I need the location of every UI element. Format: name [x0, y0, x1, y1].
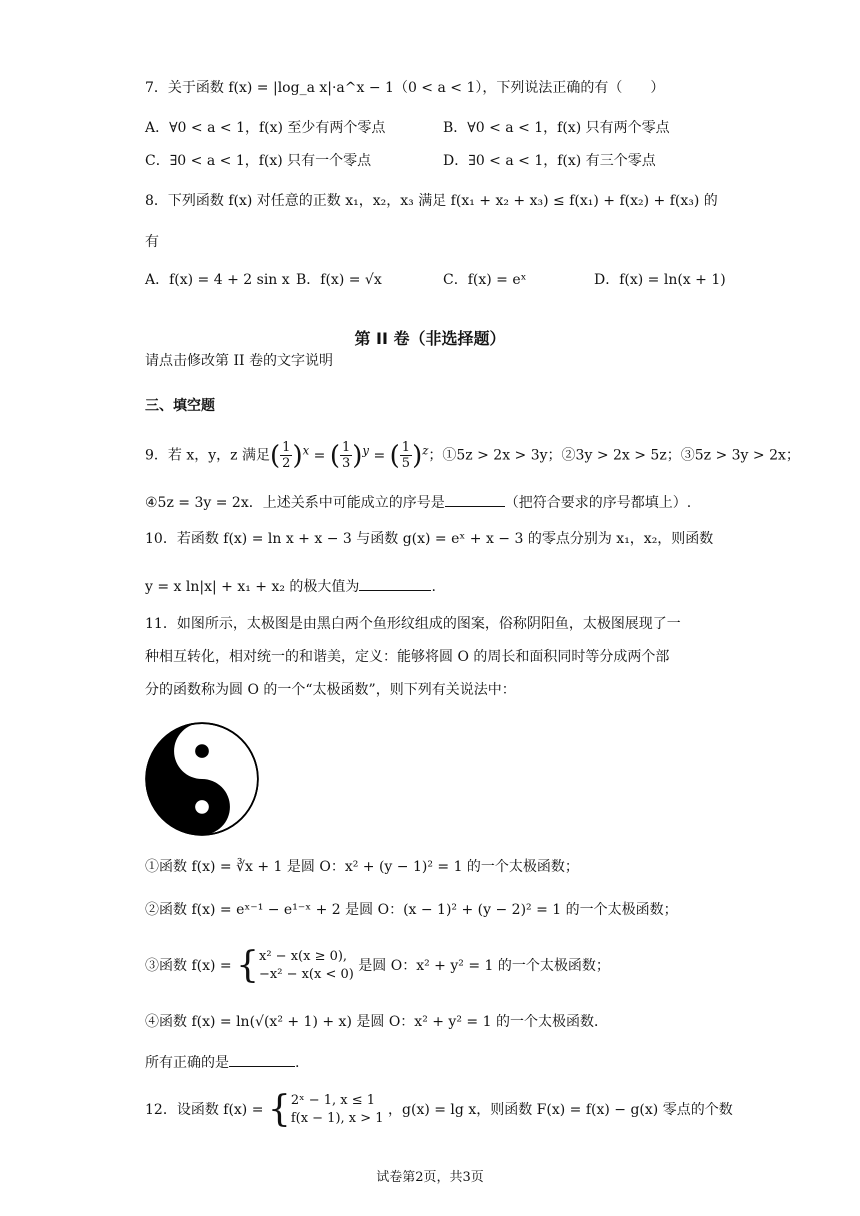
q10-line1: 10．若函数 f(x) = ln x + x − 3 与函数 g(x) = eˣ + x − 3 的零点分别为 x₁，x₂，则函数	[145, 531, 714, 547]
q11-line3: 分的函数称为圆 O 的一个“太极函数”，则下列有关说法中：	[145, 682, 516, 698]
q7-option-b: B．∀0 < a < 1，f(x) 只有两个零点	[443, 120, 670, 136]
q9-line1: 9．若 x，y，z 满足( $\frac{1}{2}$ )$^x$ = ( $\frac{1}{3}$ )$^y$ = ( $\frac{1}{5}$ )$^z$；①5z > 2x > 3y；②3y > 2x > 5z；③5z > 3y > 2x；	[145, 440, 800, 472]
q11-conclusion: 所有正确的是 .	[145, 1052, 299, 1073]
q7-option-c: C．∃0 < a < 1，f(x) 只有一个零点	[145, 153, 372, 169]
q9-line2: ④5z = 3y = 2x．上述关系中可能成立的序号是 （把符合要求的序号都填上）.	[145, 492, 691, 513]
q8-option-b: B．f(x) = √x	[296, 272, 382, 288]
q8-option-d: D．f(x) = ln(x + 1)	[594, 272, 726, 288]
page-footer: 试卷第2页，共3页	[376, 1170, 484, 1185]
q11-statement-3: ③函数 f(x) = { x² − x(x ≥ 0), −x² − x(x < 0) 是圆 O：x² + y² = 1 的一个太极函数；	[145, 945, 610, 986]
q7-stem: 7．关于函数 f(x) = |log_a x|·a^x − 1（0 < a < 1），下列说法正确的有（ ）	[145, 80, 665, 96]
q11-statement-4: ④函数 f(x) = ln(√(x² + 1) + x) 是圆 O：x² + y² = 1 的一个太极函数．	[145, 1014, 608, 1030]
part-heading: 三、填空题	[145, 398, 215, 414]
q8-option-a: A．f(x) = 4 + 2 sin x	[145, 272, 290, 288]
q11-line1: 11．如图所示，太极图是由黑白两个鱼形纹组成的图案，俗称阴阳鱼，太极图展现了一	[145, 616, 681, 632]
q11-line2: 种相互转化，相对统一的和谐美，定义：能够将圆 O 的周长和面积同时等分成两个部	[145, 649, 670, 665]
q9-equation: ( $\frac{1}{2}$ )$^x$ = ( $\frac{1}{3}$ )$^y$ = ( $\frac{1}{5}$ )$^z$	[270, 440, 429, 472]
q8-stem: 8．下列函数 f(x) 对任意的正数 x₁，x₂，x₃ 满足 f(x₁ + x₂ + x₃) ≤ f(x₁) + f(x₂) + f(x₃) 的	[145, 193, 718, 209]
section-subtitle: 请点击修改第 II 卷的文字说明	[145, 353, 333, 369]
q8-option-c: C．f(x) = eˣ	[443, 272, 527, 288]
q11-statement-2: ②函数 f(x) = eˣ⁻¹ − e¹⁻ˣ + 2 是圆 O：(x − 1)² + (y − 2)² = 1 的一个太极函数；	[145, 902, 678, 918]
q12-stem: 12．设函数 f(x) = { 2ˣ − 1, x ≤ 1 f(x − 1), x > 1 ，g(x) = lg x，则函数 F(x) = f(x) − g(x) 零点的个数	[145, 1089, 733, 1130]
q11-answer-blank[interactable]	[229, 1052, 295, 1067]
q10-answer-blank[interactable]	[359, 576, 431, 591]
q10-line2: y = x ln|x| + x₁ + x₂ 的极大值为 .	[145, 576, 436, 597]
q8-stem-cont: 有	[145, 234, 159, 250]
q7-option-a: A．∀0 < a < 1，f(x) 至少有两个零点	[145, 120, 386, 136]
q11-statement-1: ①函数 f(x) = ∛x + 1 是圆 O：x² + (y − 1)² = 1 的一个太极函数；	[145, 859, 579, 875]
q9-answer-blank[interactable]	[445, 492, 505, 507]
section-title: 第 II 卷（非选择题）	[354, 329, 506, 348]
q7-option-d: D．∃0 < a < 1，f(x) 有三个零点	[443, 153, 656, 169]
taiji-yin-yang-icon	[145, 722, 259, 836]
